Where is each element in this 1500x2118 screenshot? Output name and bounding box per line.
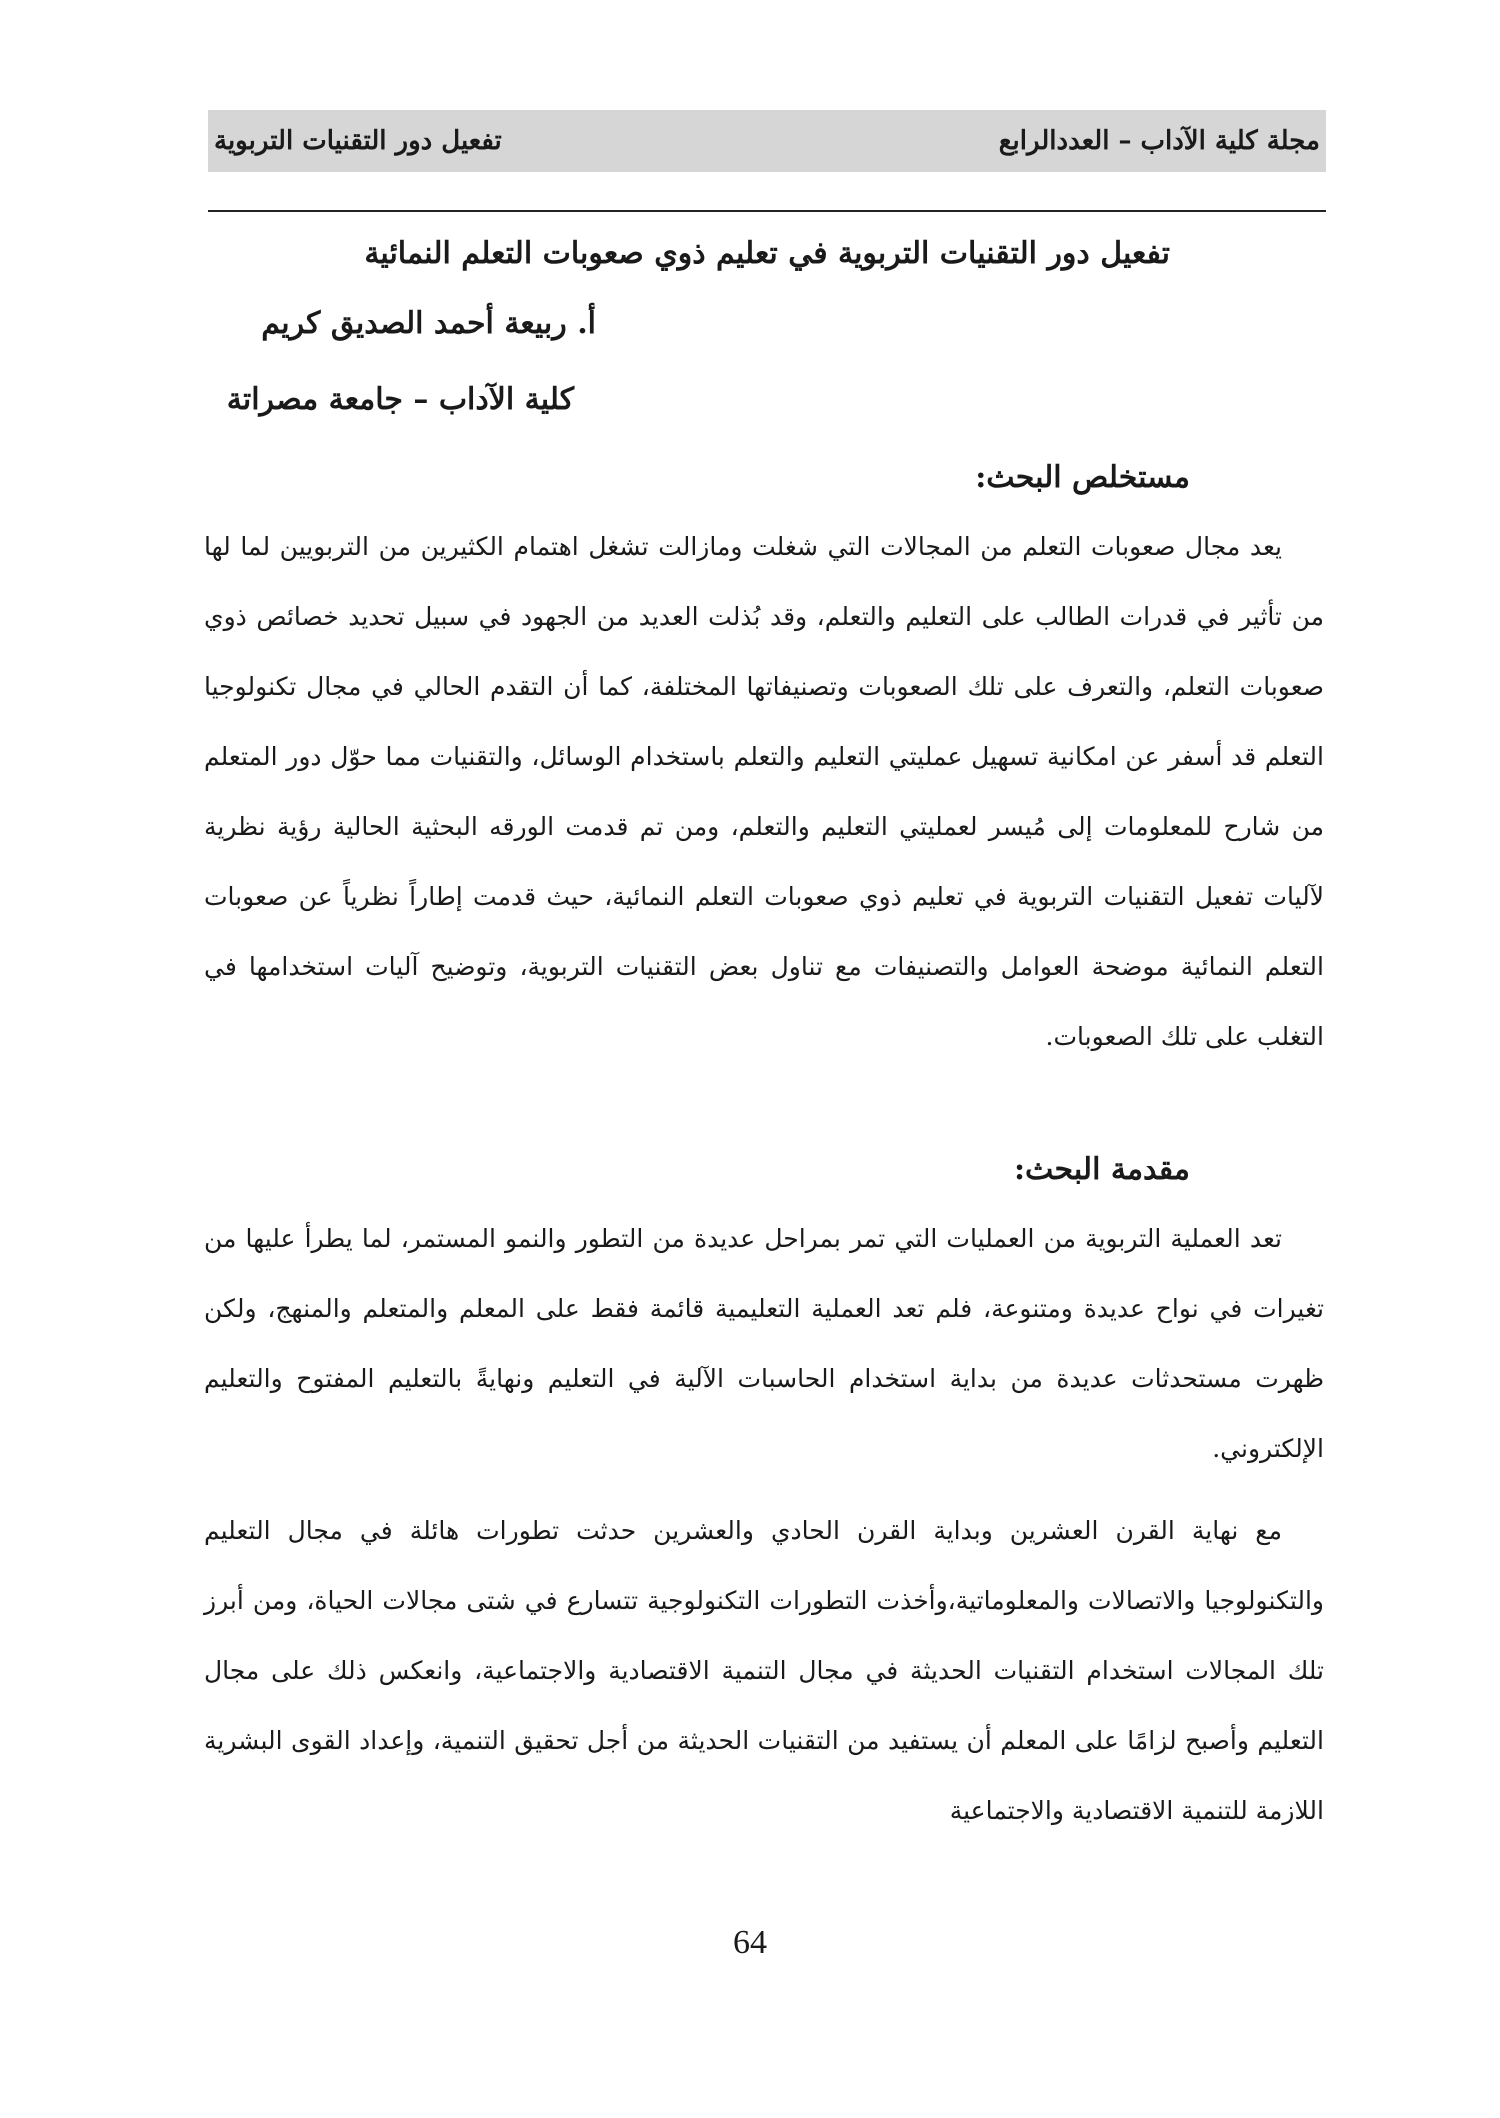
article-author: أ. ربيعة أحمد الصديق كريم: [261, 306, 596, 341]
author-affiliation: كلية الآداب – جامعة مصراتة: [226, 382, 574, 417]
page-header: [208, 110, 1326, 172]
introduction-paragraph-2: مع نهاية القرن العشرين وبداية القرن الحادي والعشرين حدثت تطورات هائلة في مجال التعليم والتكنولوجيا والاتصالات والمعلوماتية،وأخذت التطورات التكنولوجية تتسارع في شتى مجالات الحياة، ومن أبرز تلك المجالات استخدام التقنيات الحديثة في مجال التنمية الاقتصادية والاجتماعية، وانعكس ذلك على مجال التعليم وأصبح لزامًا على المعلم أن يستفيد من التقنيات الحديثة من أجل تحقيق التنمية، وإعداد القوى البشرية اللازمة للتنمية الاقتصادية والاجتماعية: [204, 1516, 1324, 1825]
introduction-heading: مقدمة البحث:: [1013, 1152, 1190, 1187]
abstract-heading: مستخلص البحث:: [975, 460, 1190, 495]
article-title: تفعيل دور التقنيات التربوية في تعليم ذوي صعوبات التعلم النمائية: [364, 236, 1170, 271]
page-number: 64: [733, 1924, 767, 1961]
abstract-paragraph: يعد مجال صعوبات التعلم من المجالات التي شغلت ومازالت تشغل اهتمام الكثيرين من التربويين لما لها من تأثير في قدرات الطالب على التعليم والتعلم، وقد بُذلت العديد من الجهود في سبيل تحديد خصائص ذوي صعوبات التعلم، والتعرف على تلك الصعوبات وتصنيفاتها المختلفة، كما أن التقدم الحالي في مجال تكنولوجيا التعلم قد أسفر عن امكانية تسهيل عمليتي التعليم والتعلم باستخدام الوسائل، والتقنيات مما حوّل دور المتعلم من شارح للمعلومات إلى مُيسر لعمليتي التعليم والتعلم، ومن تم قدمت الورقه البحثية الحالية رؤية نظرية لآليات تفعيل التقنيات التربوية في تعليم ذوي صعوبات التعلم النمائية، حيث قدمت إطاراً نظرياً عن صعوبات التعلم النمائية موضحة العوامل والتصنيفات مع تناول بعض التقنيات التربوية، وتوضيح آليات استخدامها في التغلب على تلك الصعوبات.: [204, 532, 1324, 1051]
journal-name: مجلة كلية الآداب – العددالرابع: [998, 126, 1320, 156]
introduction-paragraph-1: تعد العملية التربوية من العمليات التي تمر بمراحل عديدة من التطور والنمو المستمر، لما يطرأ عليها من تغيرات في نواح عديدة ومتنوعة، فلم تعد العملية التعليمية قائمة فقط على المعلم والمتعلم والمنهج، ولكن ظهرت مستحدثات عديدة من بداية استخدام الحاسبات الآلية في التعليم ونهايةً بالتعليم المفتوح والتعليم الإلكتروني.: [204, 1224, 1324, 1463]
running-title: تفعيل دور التقنيات التربوية: [214, 126, 502, 156]
header-divider: [208, 210, 1326, 212]
